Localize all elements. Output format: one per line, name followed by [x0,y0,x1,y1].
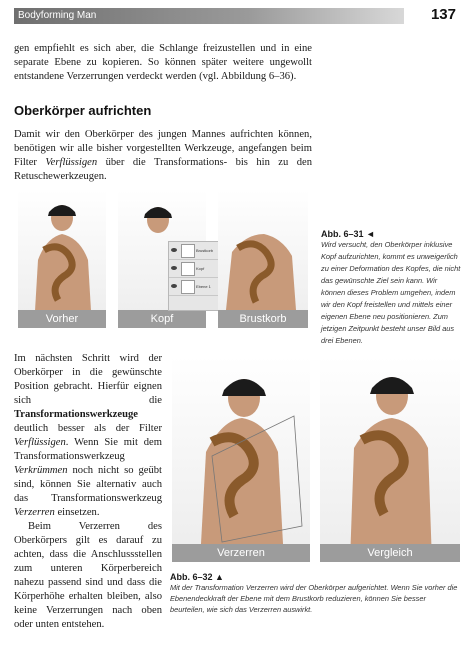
panel-label: Vergleich [320,544,460,562]
text-run: . Wenn Sie mit dem Transformationswerkzeug [14,437,162,462]
column-paragraph-2: Beim Verzerren des Oberkörpers gilt es darauf zu achten, dass die Anschlussstellen zum unteren Körperbereich nahezu passend sind und dass die Körperhöhe erhalten bleiben, also keine Verzerrungen nach oben oder unten entstehen. [14,521,162,630]
panel-label: Kopf [118,310,206,328]
intro-paragraph: gen empfiehlt es sich aber, die Schlange freizustellen und in eine separate Ebene zu kopieren. So können später weitere ungewollt entstandene Verzerrungen verdeckt werden (vgl. Abbildung 6–36). [14,43,312,82]
text-run: Damit wir den Oberkörper des jungen Mannes aufrichten können, benötigen wir alle bisher vorgestellten Werkzeuge, angefangen beim Filter [14,129,312,168]
italic-run: Verflüssigen [45,157,98,168]
layer-thumbnail [181,244,195,258]
page-number: 137 [430,6,456,23]
layer-row [169,278,219,296]
text-run: deutlich besser als der Filter [14,423,162,434]
figure2-panel-distort [172,356,310,562]
figure1-panel-before [18,190,106,328]
eye-icon [171,248,177,252]
layer-row [169,242,219,260]
caption-text: Wird versucht, den Oberkörper inklusive Kopf aufzurichten, kommt es unweigerlich zu einer Deformation des Kopfes, die nicht das gewünschte Ziel sein kann. Wir können dieses Problem umgehen, indem wir den Kopf freistellen und mittels einer eigenen Ebene neu positionieren. Zum jetzigen Zeitpunkt besteht unser Bild aus drei Ebenen. [321,240,461,345]
caption-text: Mit der Transformation Verzerren wird der Oberkörper aufgerichtet. Wenn Sie vorher die Ebenendeckkraft der Ebene mit dem Brustkorb reduzieren, können Sie besser beurteilen, wie sich das Verzerren auswirkt. [170,583,458,614]
layer-name: Brustkorb [196,248,214,253]
page-header [0,0,470,30]
layer-thumbnail [181,280,195,294]
torso-cutout-illustration [218,190,308,328]
text-run: noch nicht so geübt sind, können Sie alternativ auch das Transformationswerkzeug [14,465,162,504]
layer-row [169,260,219,278]
man-with-snake-illustration [18,190,106,328]
layer-thumbnail [181,262,195,276]
panel-label: Brustkorb [218,310,308,328]
panel-label: Vorher [18,310,106,328]
text-run: Im nächsten Schritt wird der Oberkörper in die gewünschte Position gebracht. Hierfür eignen sich die [14,353,162,406]
section-heading: Oberkörper aufrichten [14,103,152,118]
bold-run: Transformationswerkzeuge [14,409,138,420]
section-paragraph [14,128,312,184]
man-distort-illustration [172,356,310,562]
eye-icon [171,266,177,270]
figure2-caption [170,572,462,615]
column-paragraph-1 [14,352,162,520]
italic-run: Verzerren [14,507,55,518]
panel-label: Verzerren [172,544,310,562]
layer-name: Kopf [196,266,205,271]
figure2-panel-compare [320,356,460,562]
layer-name: Ebene 1 [196,284,211,289]
text-run: einsetzen. [54,507,100,518]
caption-title: Abb. 6–31 ◄ [321,229,375,239]
text-run: über die Transformations- bis hin zu den Retuschewerkzeugen. [14,157,312,182]
italic-run: Verflüssigen [14,437,66,448]
body-column [14,352,162,632]
figure1-panel-chest [218,190,308,328]
layers-panel [168,241,220,311]
eye-icon [171,284,177,288]
man-compare-illustration [320,356,460,562]
figure1-caption [321,229,461,347]
running-title: Bodyforming Man [18,10,97,21]
caption-title: Abb. 6–32 ▲ [170,572,224,582]
italic-run: Verkrümmen [14,465,68,476]
